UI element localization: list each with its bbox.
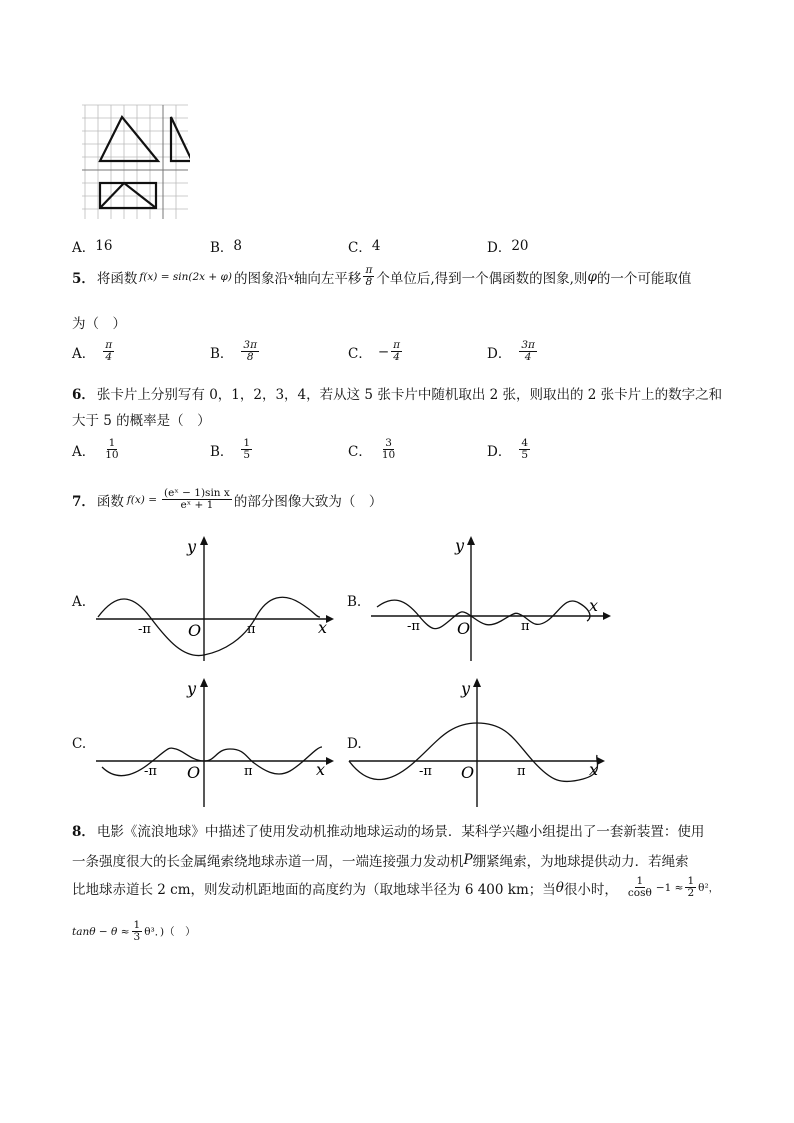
q7-function-fraction: $\frac{\text{(eˣ − 1)sin x}}{\text{eˣ + 1}}$ [164,487,230,512]
q5-shift-fraction: $\frac{\pi}{8}$ [365,264,373,289]
svg-text:π: π [247,622,256,637]
svg-text:O: O [187,763,201,782]
q8-number: 8． [72,824,95,840]
q6-number: 6． [72,387,95,403]
svg-text:-π: -π [138,622,151,637]
svg-text:y: y [461,679,471,698]
q4-option-b[interactable]: B． 8 [210,238,243,256]
svg-text:y: y [187,537,197,556]
q5-stem-line2: 为（ ） [72,316,126,332]
q7-graph-a [94,533,334,663]
svg-text:π: π [517,764,526,779]
q5-option-b[interactable]: B． $\frac{3\pi}{8}$ [210,339,258,364]
svg-text:x: x [589,760,599,779]
q7-graph-c [94,675,334,809]
q6-option-a[interactable]: A． $\frac{1}{10}$ [72,437,119,462]
q6-stem: 6． 张卡片上分别写有 0，1，2，3，4，若从这 5 张卡片中随机取出 2 张，则取出的 2 张卡片上的数字之和 [72,383,722,403]
svg-text:O: O [457,619,471,638]
q7-graph-b [369,533,611,663]
q5-option-a[interactable]: A． $\frac{\pi}{4}$ [72,339,113,364]
q6-option-b[interactable]: B． $\frac{1}{5}$ [210,437,251,462]
svg-text:y: y [455,536,465,555]
q4-option-c[interactable]: C． 4 [348,238,381,256]
q4-option-a[interactable]: A． 16 [72,238,113,256]
q6-option-c[interactable]: C． $\frac{3}{10}$ [348,437,396,462]
q6-stem-line2: 大于 5 的概率是（ ） [72,413,211,429]
q8-stem-line4: tanθ − θ ≈ $\frac{1}{3}$ θ³．)（ ） [72,919,196,944]
q8-stem-line2: 一条强度很大的长金属绳索绕地球赤道一周，一端连接强力发动机 P 绷紧绳索，为地球提供动力．若绳索 [72,852,689,870]
svg-text:-π: -π [144,764,157,779]
svg-text:y: y [187,679,197,698]
svg-text:x: x [318,618,328,637]
q4-option-d[interactable]: D． 20 [487,238,529,256]
q5-number: 5． [72,270,95,287]
q7-stem: 7． 函数 f(x) = $\frac{\text{(eˣ − 1)sin x}}{\text{eˣ + 1}}$ 的部分图像大致为（ ） [72,487,383,512]
svg-text:-π: -π [407,619,420,634]
svg-text:π: π [521,619,530,634]
svg-text:-π: -π [419,764,432,779]
q8-fraction-2: $\frac{1}{2}$ [687,875,695,900]
q8-stem-line3: 比地球赤道长 2 cm，则发动机距地面的高度约为（取地球半径为 6 400 km；当 θ 很小时， $\frac{1}{\cos\theta}$ −1 ≈ $\frac{1}{2}$ θ²， [72,875,720,900]
q8-fraction-1: $\frac{1}{\cos\theta}$ [627,875,652,900]
q5-stem: 5． 将函数 f(x) = sin(2x + φ) 的图象沿 x 轴向左平移 $\frac{\pi}{8}$ 个单位后,得到一个偶函数的图象,则 φ 的一个可能取值 [72,264,692,289]
svg-text:x: x [589,596,599,615]
q5-option-d[interactable]: D． $\frac{3\pi}{4}$ [487,339,535,364]
q4-three-view-figure [80,103,190,221]
q7-number: 7． [72,493,95,510]
q6-option-d[interactable]: D． $\frac{4}{5}$ [487,437,529,462]
svg-text:π: π [244,764,253,779]
q8-stem-line1: 8． 电影《流浪地球》中描述了使用发动机推动地球运动的场景．某科学兴趣小组提出了一套新装置：使用 [72,820,704,840]
q8-fraction-3: $\frac{1}{3}$ [133,919,141,944]
q5-option-c[interactable]: C． − $\frac{\pi}{4}$ [348,339,401,364]
svg-text:x: x [316,760,326,779]
q5-formula: f(x) = sin(2x + φ) [139,270,233,283]
svg-text:O: O [461,763,475,782]
svg-text:O: O [188,621,202,640]
q7-graph-d [347,675,607,809]
